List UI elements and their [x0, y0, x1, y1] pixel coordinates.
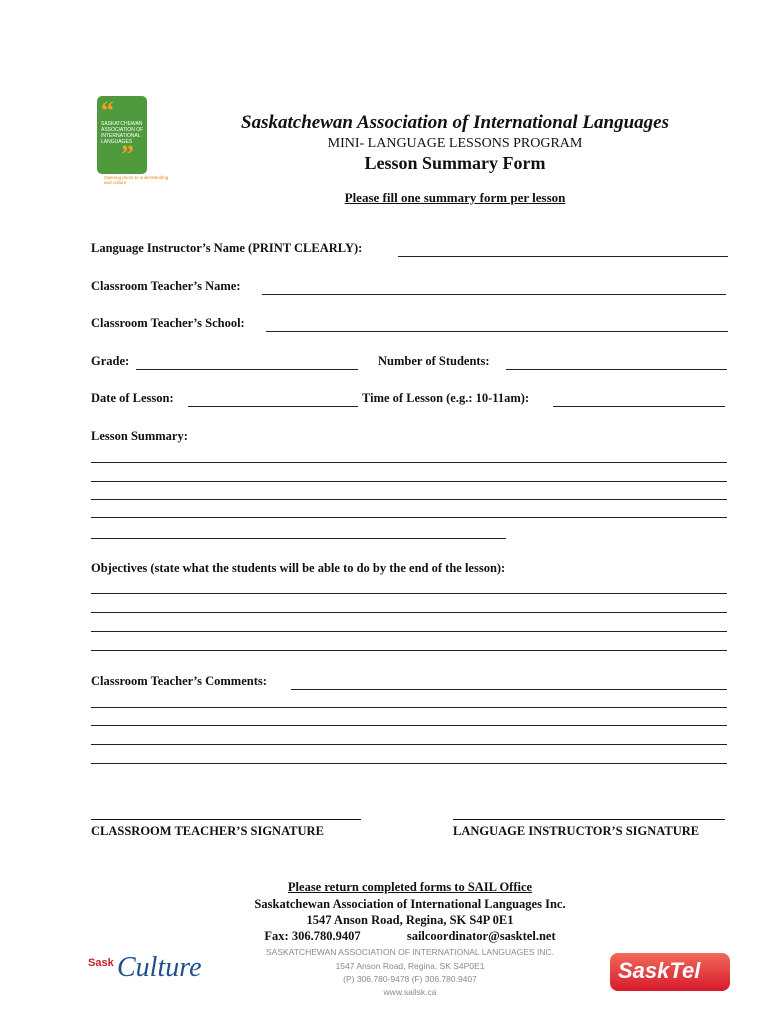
- objectives-line[interactable]: [91, 612, 727, 613]
- summary-label: Lesson Summary:: [91, 429, 188, 443]
- grade-field[interactable]: [136, 369, 358, 370]
- time-label: Time of Lesson (e.g.: 10-11am):: [362, 391, 530, 405]
- small-org: SASKATCHEWAN ASSOCIATION OF INTERNATIONAL LANGUAGES INC.: [266, 947, 554, 957]
- comments-line[interactable]: [91, 763, 727, 764]
- teacher-school-field[interactable]: [266, 331, 728, 332]
- organization-title: Saskatchewan Association of International Languages: [241, 112, 669, 133]
- teacher-name-label: Classroom Teacher’s Name:: [91, 279, 241, 293]
- comments-line[interactable]: [91, 725, 727, 726]
- instruction-text: Please fill one summary form per lesson: [344, 190, 566, 205]
- teacher-school-label: Classroom Teacher’s School:: [91, 316, 245, 330]
- instructor-signature-label: LANGUAGE INSTRUCTOR’S SIGNATURE: [453, 824, 700, 838]
- time-field[interactable]: [553, 406, 725, 407]
- summary-line[interactable]: [91, 481, 727, 482]
- small-address: 1547 Anson Road, Regina, SK S4P0E1: [335, 961, 485, 971]
- sasktel-text: SaskTel: [618, 958, 701, 983]
- instructor-signature-field[interactable]: [453, 819, 725, 820]
- teacher-signature-field[interactable]: [91, 819, 361, 820]
- footer-org: Saskatchewan Association of International Languages Inc.: [254, 897, 566, 911]
- sail-logo: [97, 96, 147, 174]
- num-students-field[interactable]: [506, 369, 727, 370]
- objectives-line[interactable]: [91, 593, 727, 594]
- summary-line[interactable]: [91, 462, 727, 463]
- summary-line[interactable]: [91, 538, 506, 539]
- form-title: Lesson Summary Form: [364, 153, 546, 173]
- num-students-label: Number of Students:: [378, 354, 490, 368]
- footer-address: 1547 Anson Road, Regina, SK S4P 0E1: [306, 913, 514, 927]
- quote-close-icon: ”: [121, 140, 134, 169]
- footer-contact: [150, 929, 670, 944]
- sask-culture-prefix: Sask: [88, 957, 114, 969]
- instructor-name-label: Language Instructor’s Name (PRINT CLEARLY):: [91, 241, 363, 255]
- grade-label: Grade:: [91, 354, 130, 368]
- return-note: Please return completed forms to SAIL Office: [287, 880, 533, 894]
- teacher-name-field[interactable]: [262, 294, 726, 295]
- footer-fax: Fax: 306.780.9407: [264, 929, 361, 943]
- teacher-signature-label: CLASSROOM TEACHER’S SIGNATURE: [91, 824, 324, 838]
- website[interactable]: www.sailsk.ca: [383, 987, 437, 997]
- small-phone: (P) 306.780-9478 (F) 306.780.9407: [343, 974, 477, 984]
- date-label: Date of Lesson:: [91, 391, 174, 405]
- date-field[interactable]: [188, 406, 358, 407]
- comments-label: Classroom Teacher’s Comments:: [91, 674, 267, 688]
- logo-tagline: Opening doors to understanding and culture: [104, 175, 169, 185]
- sasktel-logo: [610, 953, 730, 991]
- comments-line[interactable]: [291, 689, 727, 690]
- comments-line[interactable]: [91, 707, 727, 708]
- objectives-label: Objectives (state what the students will be able to do by the end of the lesson):: [91, 561, 506, 575]
- objectives-line[interactable]: [91, 631, 727, 632]
- comments-line[interactable]: [91, 744, 727, 745]
- sask-culture-logo: [84, 950, 214, 990]
- instructor-name-field[interactable]: [398, 256, 728, 257]
- sask-culture-main: Culture: [117, 952, 202, 983]
- objectives-line[interactable]: [91, 650, 727, 651]
- program-name: MINI- LANGUAGE LESSONS PROGRAM: [327, 136, 583, 151]
- summary-line[interactable]: [91, 517, 727, 518]
- quote-open-icon: “: [101, 96, 114, 125]
- summary-line[interactable]: [91, 499, 727, 500]
- logo-text: SASKATCHEWAN ASSOCIATION OF INTERNATIONAL LANGUAGES: [101, 121, 144, 145]
- footer-email[interactable]: sailcoordinator@sasktel.net: [406, 929, 556, 943]
